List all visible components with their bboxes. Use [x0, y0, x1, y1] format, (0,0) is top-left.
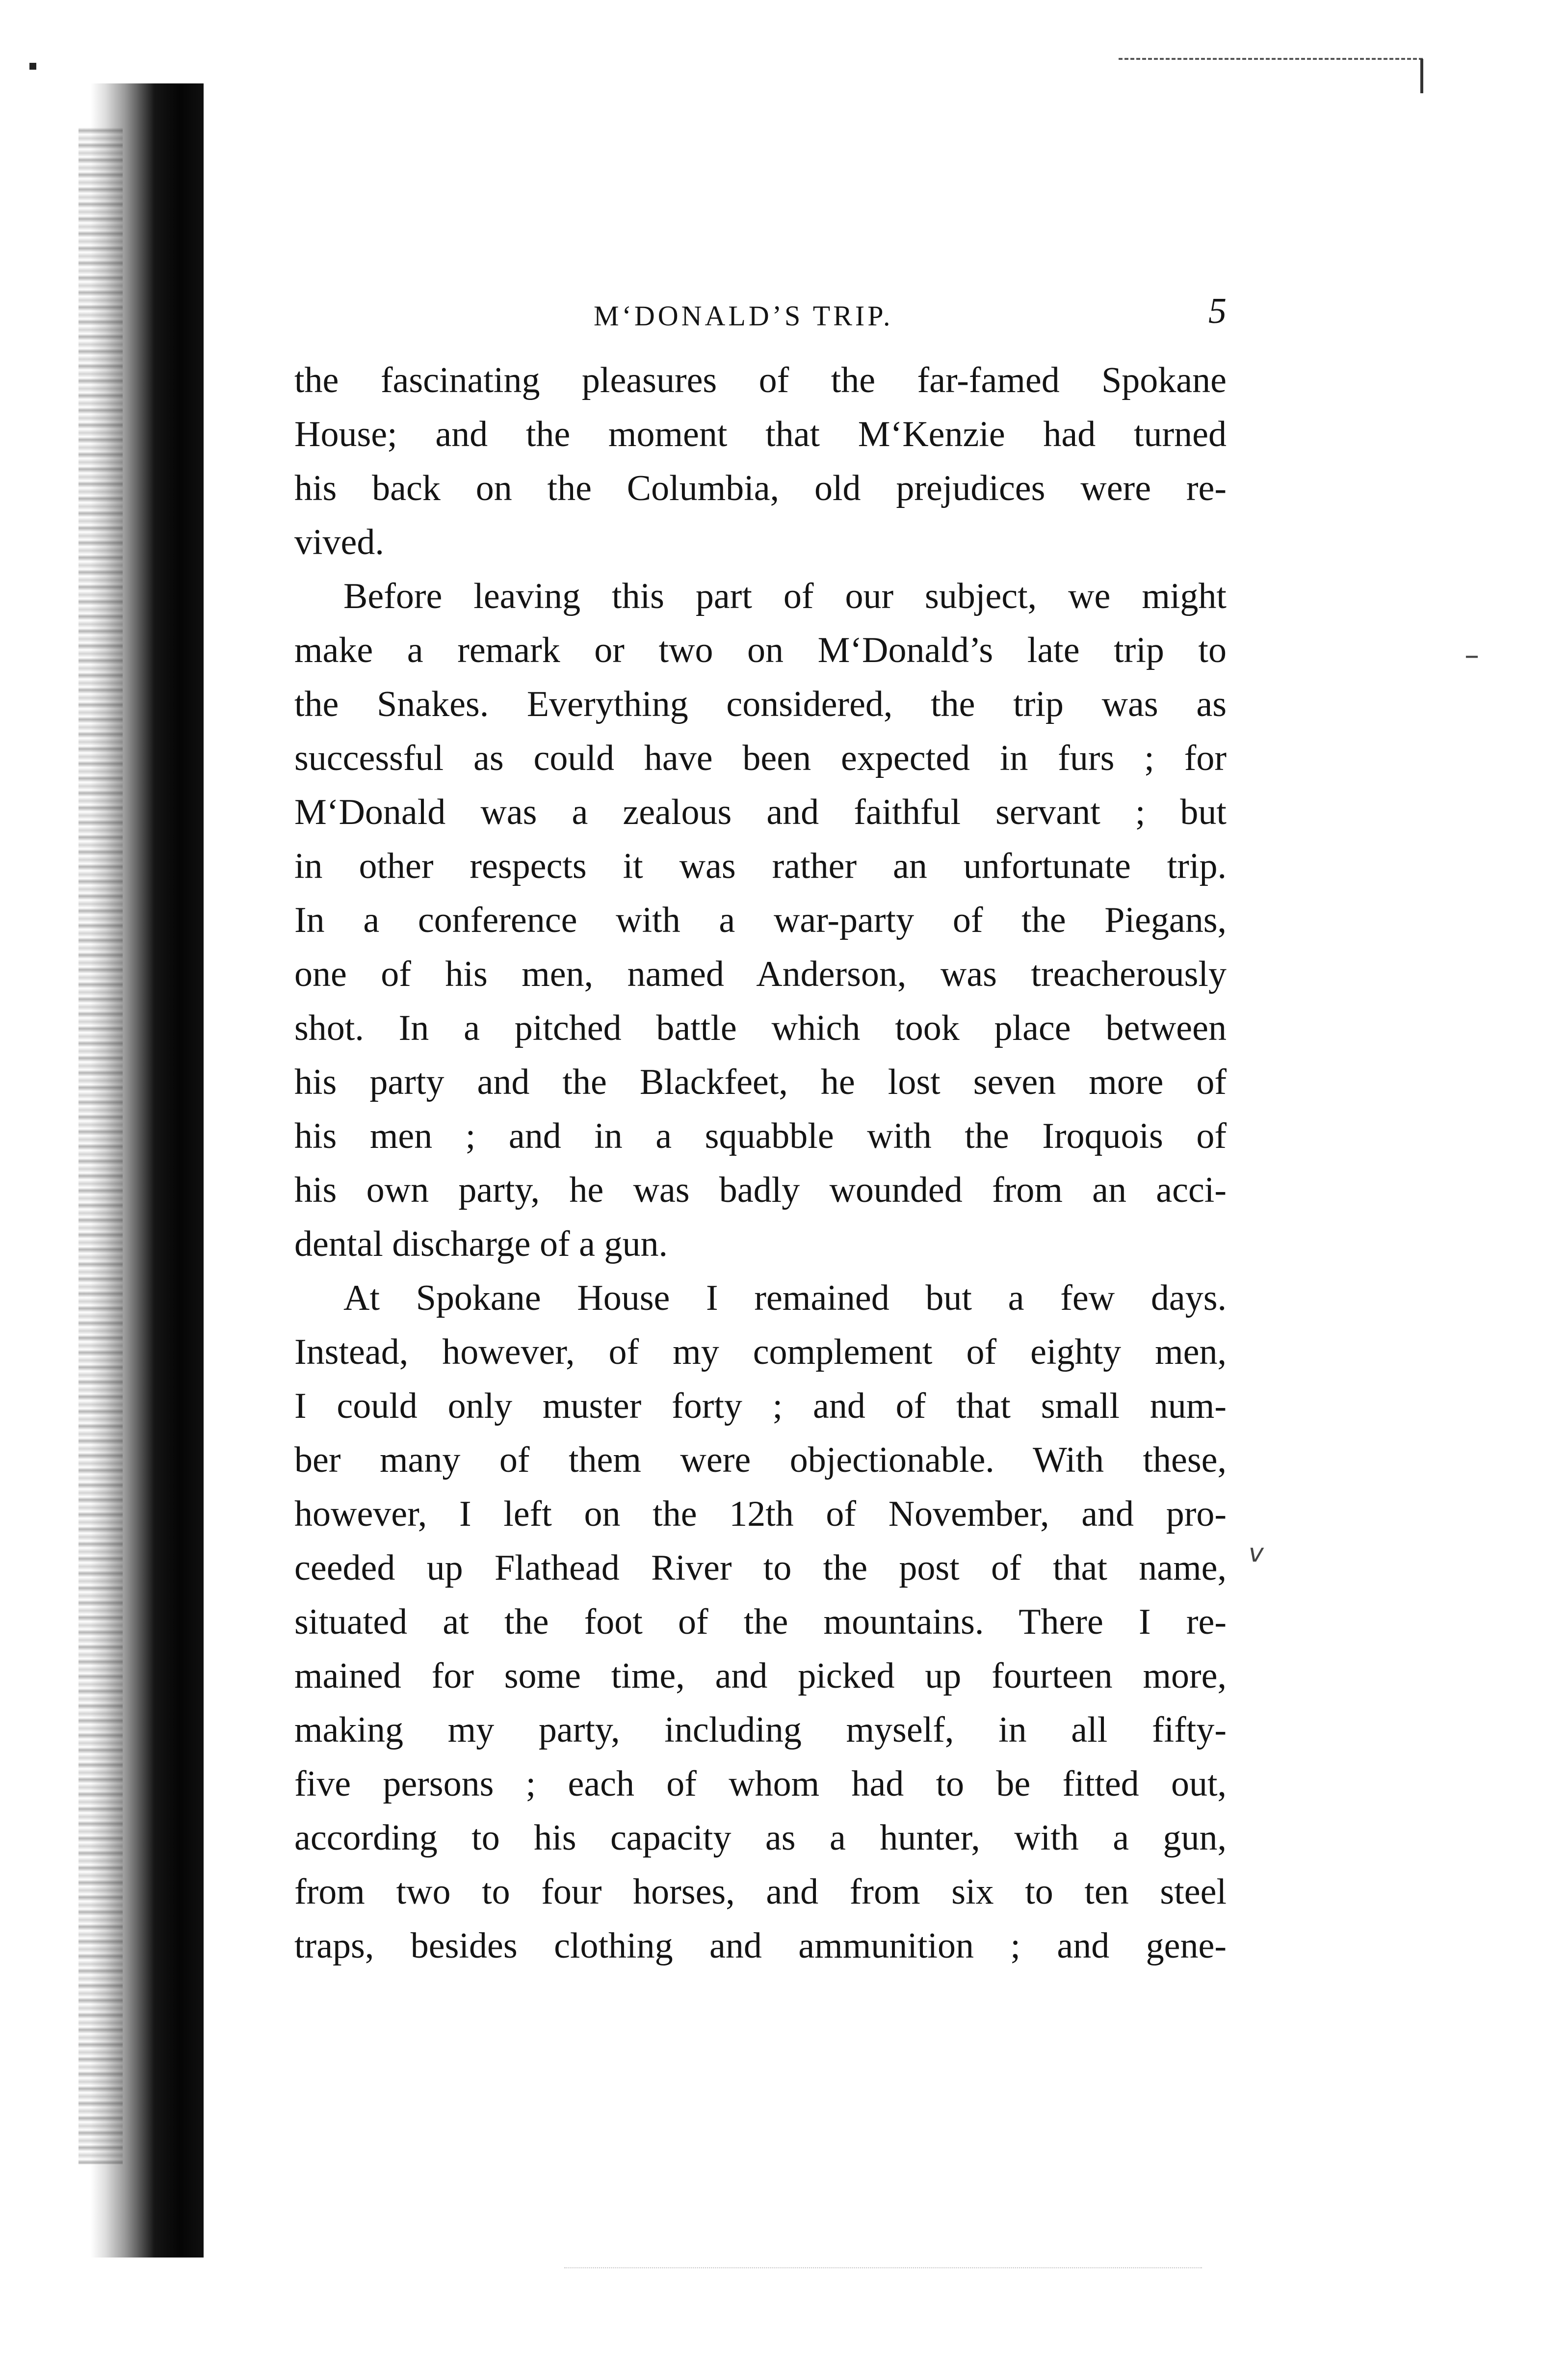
text-line: Before leaving this part of our subject, we might	[343, 576, 1227, 616]
text-line: At Spokane House I remained but a few days.	[343, 1278, 1227, 1318]
text-line: Instead, however, of my complement of eighty men,	[294, 1332, 1227, 1372]
margin-dash-mark: –	[1464, 638, 1479, 672]
text-line: situated at the foot of the mountains. There I re-	[294, 1602, 1227, 1642]
text-line: in other respects it was rather an unfortunate trip.	[294, 846, 1227, 886]
text-line: dental discharge of a gun.	[294, 1224, 668, 1264]
text-line: his own party, he was badly wounded from an acci-	[294, 1170, 1227, 1210]
page-number: 5	[1208, 291, 1227, 331]
body-text	[294, 353, 1227, 1973]
text-line: one of his men, named Anderson, was treacherously	[294, 954, 1227, 994]
text-line: M‘Donald was a zealous and faithful servant ; but	[294, 792, 1227, 832]
top-scribble-end-mark	[1420, 59, 1423, 93]
text-line: In a conference with a war-party of the Piegans,	[294, 900, 1227, 940]
text-line: his men ; and in a squabble with the Iroquois of	[294, 1116, 1227, 1156]
text-line: I could only muster forty ; and of that small num-	[294, 1386, 1227, 1426]
text-line: traps, besides clothing and ammunition ; and gene-	[294, 1926, 1227, 1966]
text-line: vived.	[294, 522, 384, 562]
text-line: his party and the Blackfeet, he lost seven more of	[294, 1062, 1227, 1102]
running-head-title: M‘DONALD’S TRIP.	[594, 300, 893, 332]
text-line: according to his capacity as a hunter, with a gun,	[294, 1818, 1227, 1858]
text-line: mained for some time, and picked up fourteen more,	[294, 1656, 1227, 1696]
binding-gutter-edge	[78, 128, 123, 2164]
text-line: House; and the moment that M‘Kenzie had turned	[294, 414, 1227, 454]
text-line: his back on the Columbia, old prejudices were re-	[294, 468, 1227, 508]
text-line: successful as could have been expected in furs ; for	[294, 738, 1227, 778]
ink-speck	[29, 63, 36, 70]
text-line: however, I left on the 12th of November, and pro-	[294, 1494, 1227, 1534]
top-scribble-mark	[1119, 58, 1423, 64]
bottom-scan-marks	[564, 2267, 1202, 2278]
text-line: the Snakes. Everything considered, the trip was as	[294, 684, 1227, 724]
text-line: ber many of them were objectionable. With these,	[294, 1440, 1227, 1480]
text-line: ceeded up Flathead River to the post of that name,	[294, 1548, 1227, 1588]
text-line: making my party, including myself, in all fifty-	[294, 1710, 1227, 1750]
text-line: shot. In a pitched battle which took place between	[294, 1008, 1227, 1048]
text-line: make a remark or two on M‘Donald’s late trip to	[294, 630, 1227, 670]
margin-tick-mark: v	[1249, 1539, 1264, 1568]
text-line: from two to four horses, and from six to ten steel	[294, 1872, 1227, 1912]
text-line: five persons ; each of whom had to be fitted out,	[294, 1764, 1227, 1804]
running-head	[294, 290, 1227, 334]
text-line: the fascinating pleasures of the far-famed Spokane	[294, 360, 1227, 400]
